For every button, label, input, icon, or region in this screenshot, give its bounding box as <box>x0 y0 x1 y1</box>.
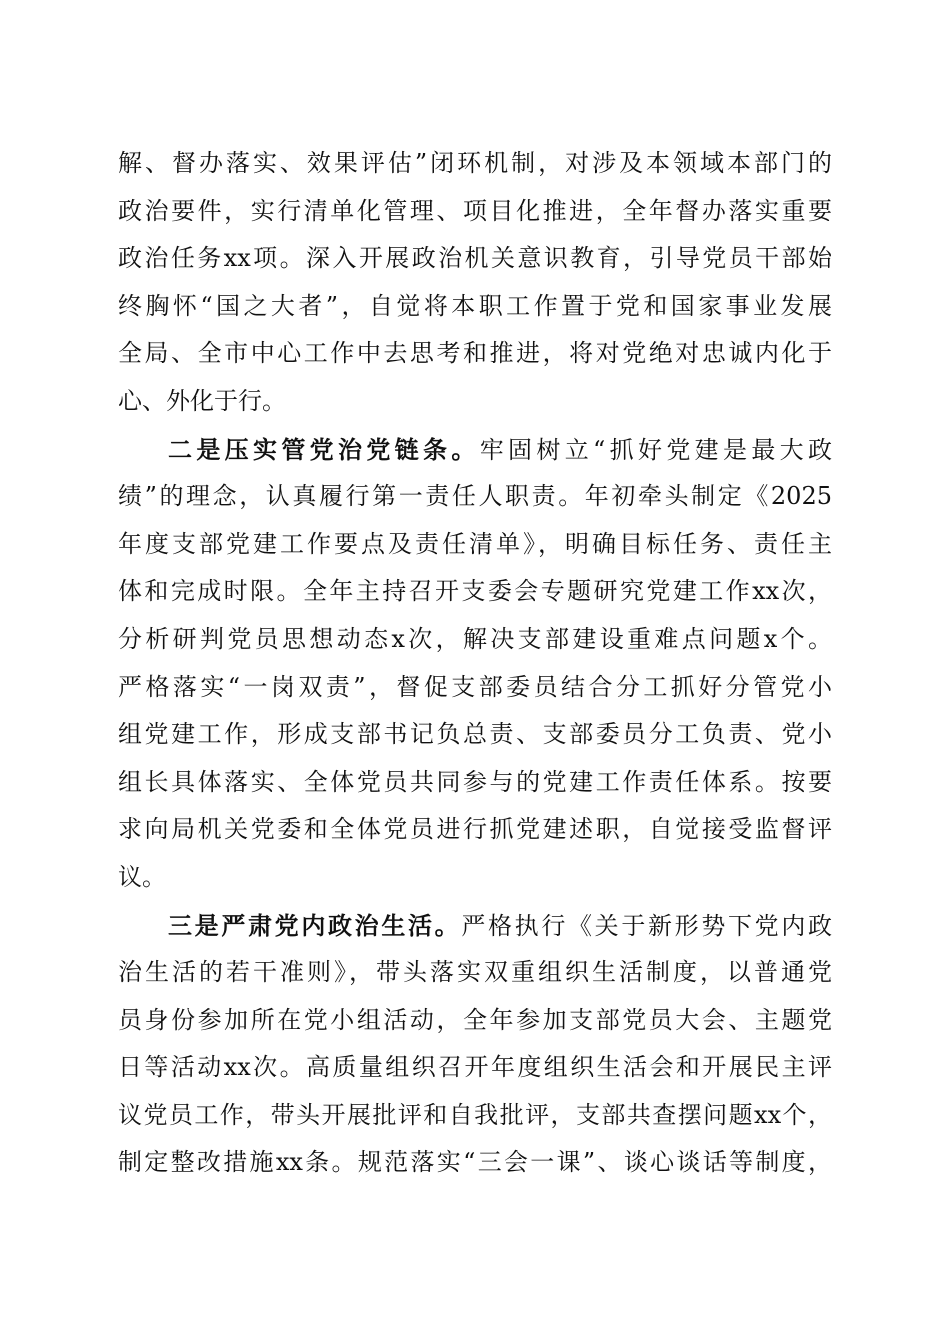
paragraph-2-lead: 二是压实管党治党链条。 <box>168 434 480 464</box>
body-text <box>118 140 832 1187</box>
paragraph-3-lead: 三是严肃党内政治生活。 <box>168 910 462 940</box>
paragraph-1-line-6: 心、外化于行。 <box>118 386 286 415</box>
paragraph-3-line-6: 制定整改措施xx条。规范落实“三会一课”、谈心谈话等制度， <box>118 1148 832 1177</box>
paragraph-3-line-1 <box>118 902 832 950</box>
paragraph-2-line-2: 绩”的理念，认真履行第一责任人职责。年初牵头制定《2025 <box>118 482 832 511</box>
paragraph-3-line-4: 日等活动xx次。高质量组织召开年度组织生活会和开展民主评 <box>118 1053 832 1082</box>
paragraph-2-line-3: 年度支部党建工作要点及责任清单》，明确目标任务、责任主 <box>118 529 832 558</box>
paragraph-2-line-5: 分析研判党员思想动态x次，解决支部建设重难点问题x个。 <box>118 624 832 653</box>
paragraph-2-line-4: 体和完成时限。全年主持召开支委会专题研究党建工作xx次， <box>118 577 832 606</box>
paragraph-2-line-8: 组长具体落实、全体党员共同参与的党建工作责任体系。按要 <box>118 767 832 796</box>
paragraph-1-line-4: 终胸怀“国之大者”，自觉将本职工作置于党和国家事业发展 <box>118 291 832 320</box>
paragraph-3-line-1-text: 严格执行《关于新形势下党内政 <box>461 911 833 940</box>
paragraph-1-line-3: 政治任务xx项。深入开展政治机关意识教育，引导党员干部始 <box>118 244 832 273</box>
paragraph-2-line-10: 议。 <box>118 862 166 891</box>
paragraph-1-line-2: 政治要件，实行清单化管理、项目化推进，全年督办落实重要 <box>118 196 832 225</box>
paragraph-2-line-9: 求向局机关党委和全体党员进行抓党建述职，自觉接受监督评 <box>118 815 832 844</box>
paragraph-2-line-1 <box>118 426 832 474</box>
paragraph-2-line-1-text: 牢固树立“抓好党建是最大政 <box>479 435 832 464</box>
paragraph-3-line-5: 议党员工作，带头开展批评和自我批评，支部共查摆问题xx个， <box>118 1100 832 1129</box>
paragraph-1-line-5: 全局、全市中心工作中去思考和推进，将对党绝对忠诚内化于 <box>118 339 832 368</box>
paragraph-2-line-6: 严格落实“一岗双责”，督促支部委员结合分工抓好分管党小 <box>118 672 832 701</box>
paragraph-3-line-3: 员身份参加所在党小组活动，全年参加支部党员大会、主题党 <box>118 1005 832 1034</box>
paragraph-2-line-7: 组党建工作，形成支部书记负总责、支部委员分工负责、党小 <box>118 720 832 749</box>
paragraph-3-line-2: 治生活的若干准则》，带头落实双重组织生活制度，以普通党 <box>118 958 832 987</box>
paragraph-1-line-1: 解、督办落实、效果评估”闭环机制，对涉及本领域本部门的 <box>118 149 832 177</box>
